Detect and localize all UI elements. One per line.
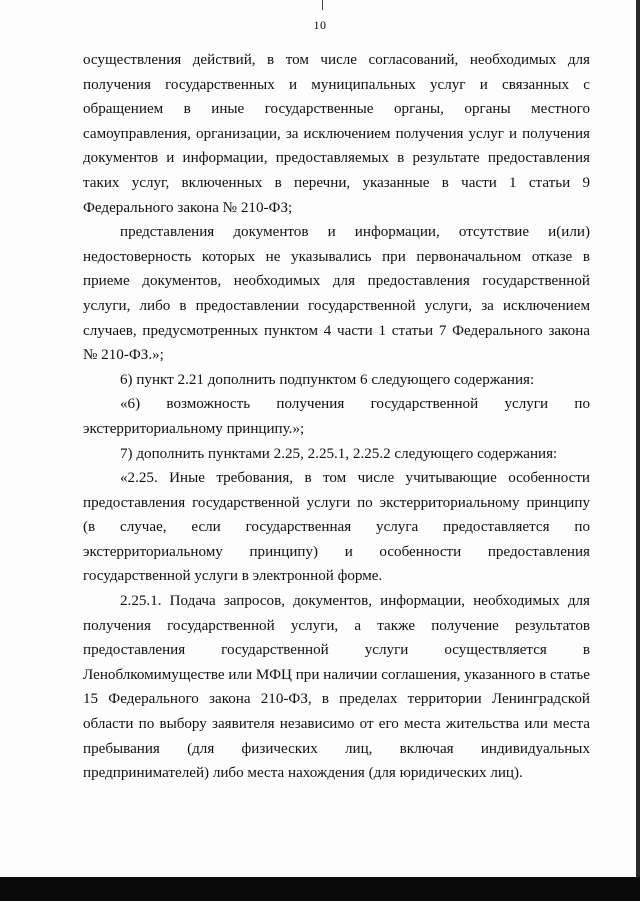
scan-bottom-bar <box>0 877 640 901</box>
scan-mark <box>322 0 323 10</box>
paragraph-2-25: «2.25. Иные требования, в том числе учитывающие особенности предоставления государственной услуги по экстерриториальному принципу (в случае, если государственная услуга предоставляется по экстерриториальному принципу) и особенности предоставления государственной услуги в электронной форме. <box>83 470 590 585</box>
paragraph-2-25-1: 2.25.1. Подача запросов, документов, информации, необходимых для получения государственной услуги, а также получение результатов предоставления государственной услуги осуществляется в Леноблкомимуществе или МФЦ при наличии соглашения, указанного в статье 15 Федерального закона 210-ФЗ, в пределах территории Ленинградской области по выбору заявителя независимо от его места жительства или места пребывания (для физических лиц, включая индивидуальных предпринимателей) либо места нахождения (для юридических лиц). <box>83 593 590 782</box>
paragraph-documents-info: представления документов и информации, отсутствие и(или) недостоверность которых не указывались при первоначальном отказе в приеме документов, необходимых для предоставления государственной услуги, либо в предоставлении государственной услуги, за исключением случаев, предусмотренных пунктом 4 части 1 статьи 7 Федерального закона № 210-ФЗ.»; <box>83 224 590 364</box>
paragraph-subitem-6: «6) возможность получения государственной услуги по экстерриториальному принципу.»; <box>83 396 590 437</box>
body-text <box>83 48 590 786</box>
paragraph-continuation: осуществления действий, в том числе согласований, необходимых для получения государственных и муниципальных услуг и связанных с обращением в иные государственные органы, органы местного самоуправления, организации, за исключением получения услуг и получения документов и информации, предоставляемых в результате предоставления таких услуг, включенных в перечни, указанные в части 1 статьи 9 Федерального закона № 210-ФЗ; <box>83 52 590 216</box>
paragraph-item-6: 6) пункт 2.21 дополнить подпунктом 6 следующего содержания: <box>120 371 535 388</box>
scan-edge <box>636 0 640 901</box>
page-number: 10 <box>313 18 327 32</box>
paragraph-item-7: 7) дополнить пунктами 2.25, 2.25.1, 2.25.2 следующего содержания: <box>120 445 558 462</box>
